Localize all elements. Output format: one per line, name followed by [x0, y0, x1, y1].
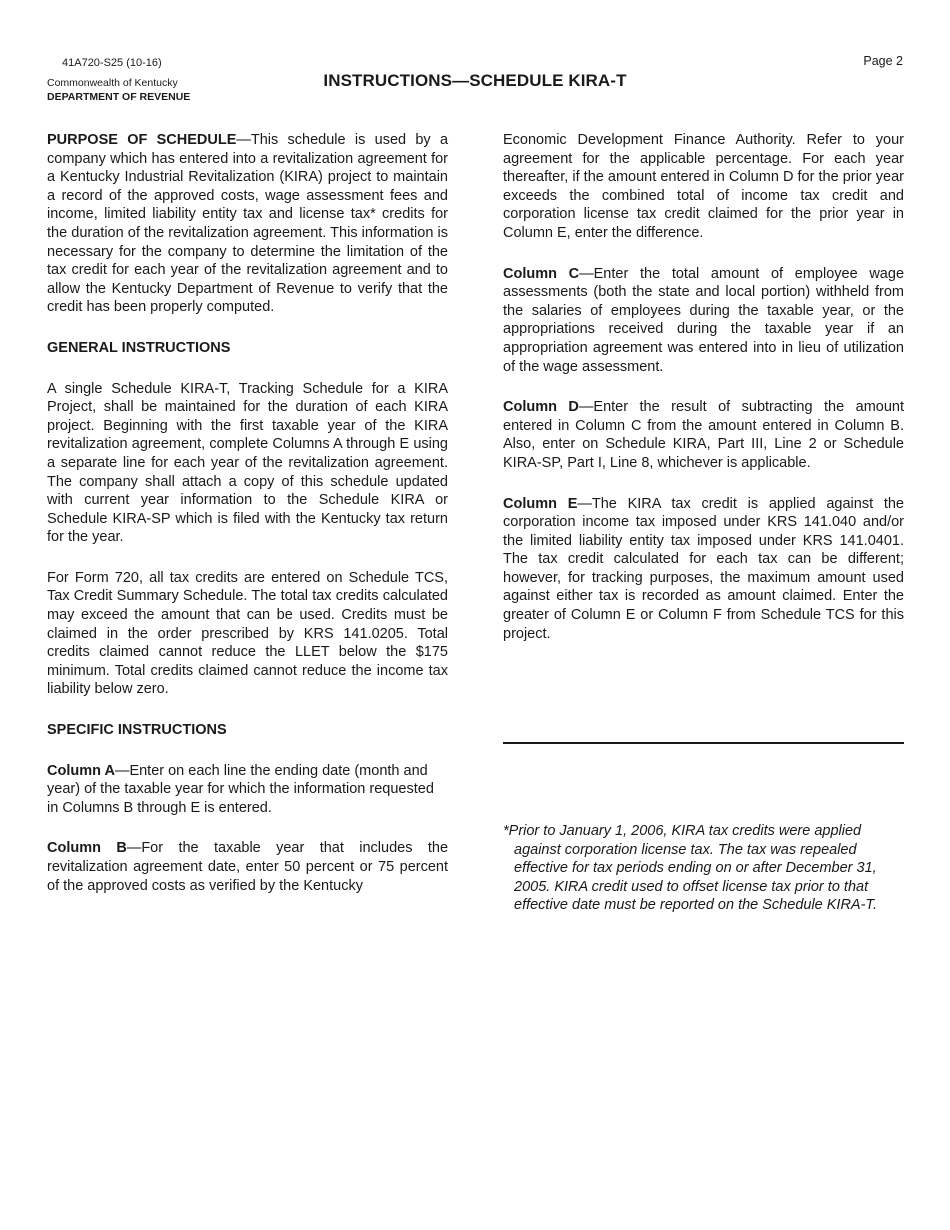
right-column	[503, 131, 904, 665]
column-a-paragraph	[47, 762, 448, 818]
general-paragraph-2: For Form 720, all tax credits are entered on Schedule TCS, Tax Credit Summary Schedule. The total tax credits calculated may exceed the amount that can be used. Credits must be claimed in the order prescribed by KRS 141.0205. Total credits claimed cannot reduce the LLET below the $175 minimum. Total credits claimed cannot reduce the income tax liability below zero.	[47, 569, 448, 698]
left-column	[47, 131, 448, 917]
specific-instructions-heading: SPECIFIC INSTRUCTIONS	[47, 722, 227, 739]
column-c-label: Column C	[503, 265, 580, 282]
column-c-paragraph	[503, 265, 904, 377]
purpose-text: —This schedule is used by a company which has entered into a revitalization agreement for a Kentucky Industrial Revitalization (KIRA) project to maintain a record of the approved costs, wage assessment fees and income, limited liability entity tax and license tax* credits for the duration of the revitalization agreement. This information is necessary for the company to determine the limitation of the tax credit for each year of the revitalization agreement and to allow the Kentucky Department of Revenue to verify that the credit has been properly computed.	[47, 132, 449, 316]
column-a-label: Column A	[47, 762, 115, 779]
page-number: Page 2	[863, 54, 903, 68]
form-number: 41A720-S25 (10-16)	[62, 57, 162, 69]
purpose-label: PURPOSE OF SCHEDULE	[47, 132, 237, 148]
column-e-text: —The KIRA tax credit is applied against the corporation income tax imposed under KRS 141.040 and/or the limited liability entity tax imposed under KRS 141.0401. The tax credit calculated for each tax can be different; however, for tracking purposes, the maximum amount used against either tax is recorded as amount claimed. Enter the greater of Column E or Column F from Schedule TCS for this project.	[503, 495, 904, 642]
commonwealth-label: Commonwealth of Kentucky	[47, 77, 178, 89]
column-c-text: —Enter the total amount of employee wage assessments (both the state and local portion) withheld from the salaries of employees during the taxable year, or the appropriations received during the taxable year if an appropriation agreement was entered into in lieu of utilization of the wage assessment.	[503, 265, 905, 375]
column-e-label: Column E	[503, 495, 578, 512]
page-title: INSTRUCTIONS—SCHEDULE KIRA-T	[323, 71, 627, 90]
department-label: DEPARTMENT OF REVENUE	[47, 91, 191, 103]
column-e-paragraph	[503, 495, 904, 644]
section-divider	[503, 742, 904, 744]
column-b-paragraph	[47, 839, 448, 895]
general-instructions-heading: GENERAL INSTRUCTIONS	[47, 339, 231, 356]
column-a-text: —Enter on each line the ending date (month and year) of the taxable year for which the information requested in Columns B through E is entered.	[47, 762, 434, 816]
column-b-text: —For the taxable year that includes the revitalization agreement date, enter 50 percent or 75 percent of the approved costs as verified by the Kentucky	[47, 840, 449, 894]
footnote: *Prior to January 1, 2006, KIRA tax credits were applied against corporation license tax. The tax was repealed effective for tax periods ending on or after December 31, 2005. KIRA credit used to offset license tax prior to that effective date must be reported on the Schedule KIRA-T.	[503, 823, 877, 914]
column-d-paragraph	[503, 398, 904, 472]
column-d-label: Column D	[503, 399, 579, 416]
general-paragraph-1: A single Schedule KIRA-T, Tracking Schedule for a KIRA Project, shall be maintained for the duration of each KIRA project. Beginning with the first taxable year of the KIRA revitalization agreement, complete Columns A through E using a separate line for each year of the revitalization agreement. The company shall attach a copy of this schedule updated with current year information to the Schedule KIRA or Schedule KIRA-SP which is filed with the Kentucky tax return for the year.	[47, 380, 448, 546]
column-b-label: Column B	[47, 840, 127, 857]
column-d-text: —Enter the result of subtracting the amount entered in Column C from the amount entered in Column B. Also, enter on Schedule KIRA, Part III, Line 2 or Schedule KIRA-SP, Part I, Line 8, whichever is applicable.	[503, 399, 905, 471]
purpose-paragraph	[47, 131, 448, 317]
column-b-continued: Economic Development Finance Authority. Refer to your agreement for the applicable percentage. For each year thereafter, if the amount entered in Column D for the prior year exceeds the combined total of income tax credit and corporation license tax credit claimed for the prior year in Column E, enter the difference.	[503, 132, 904, 241]
